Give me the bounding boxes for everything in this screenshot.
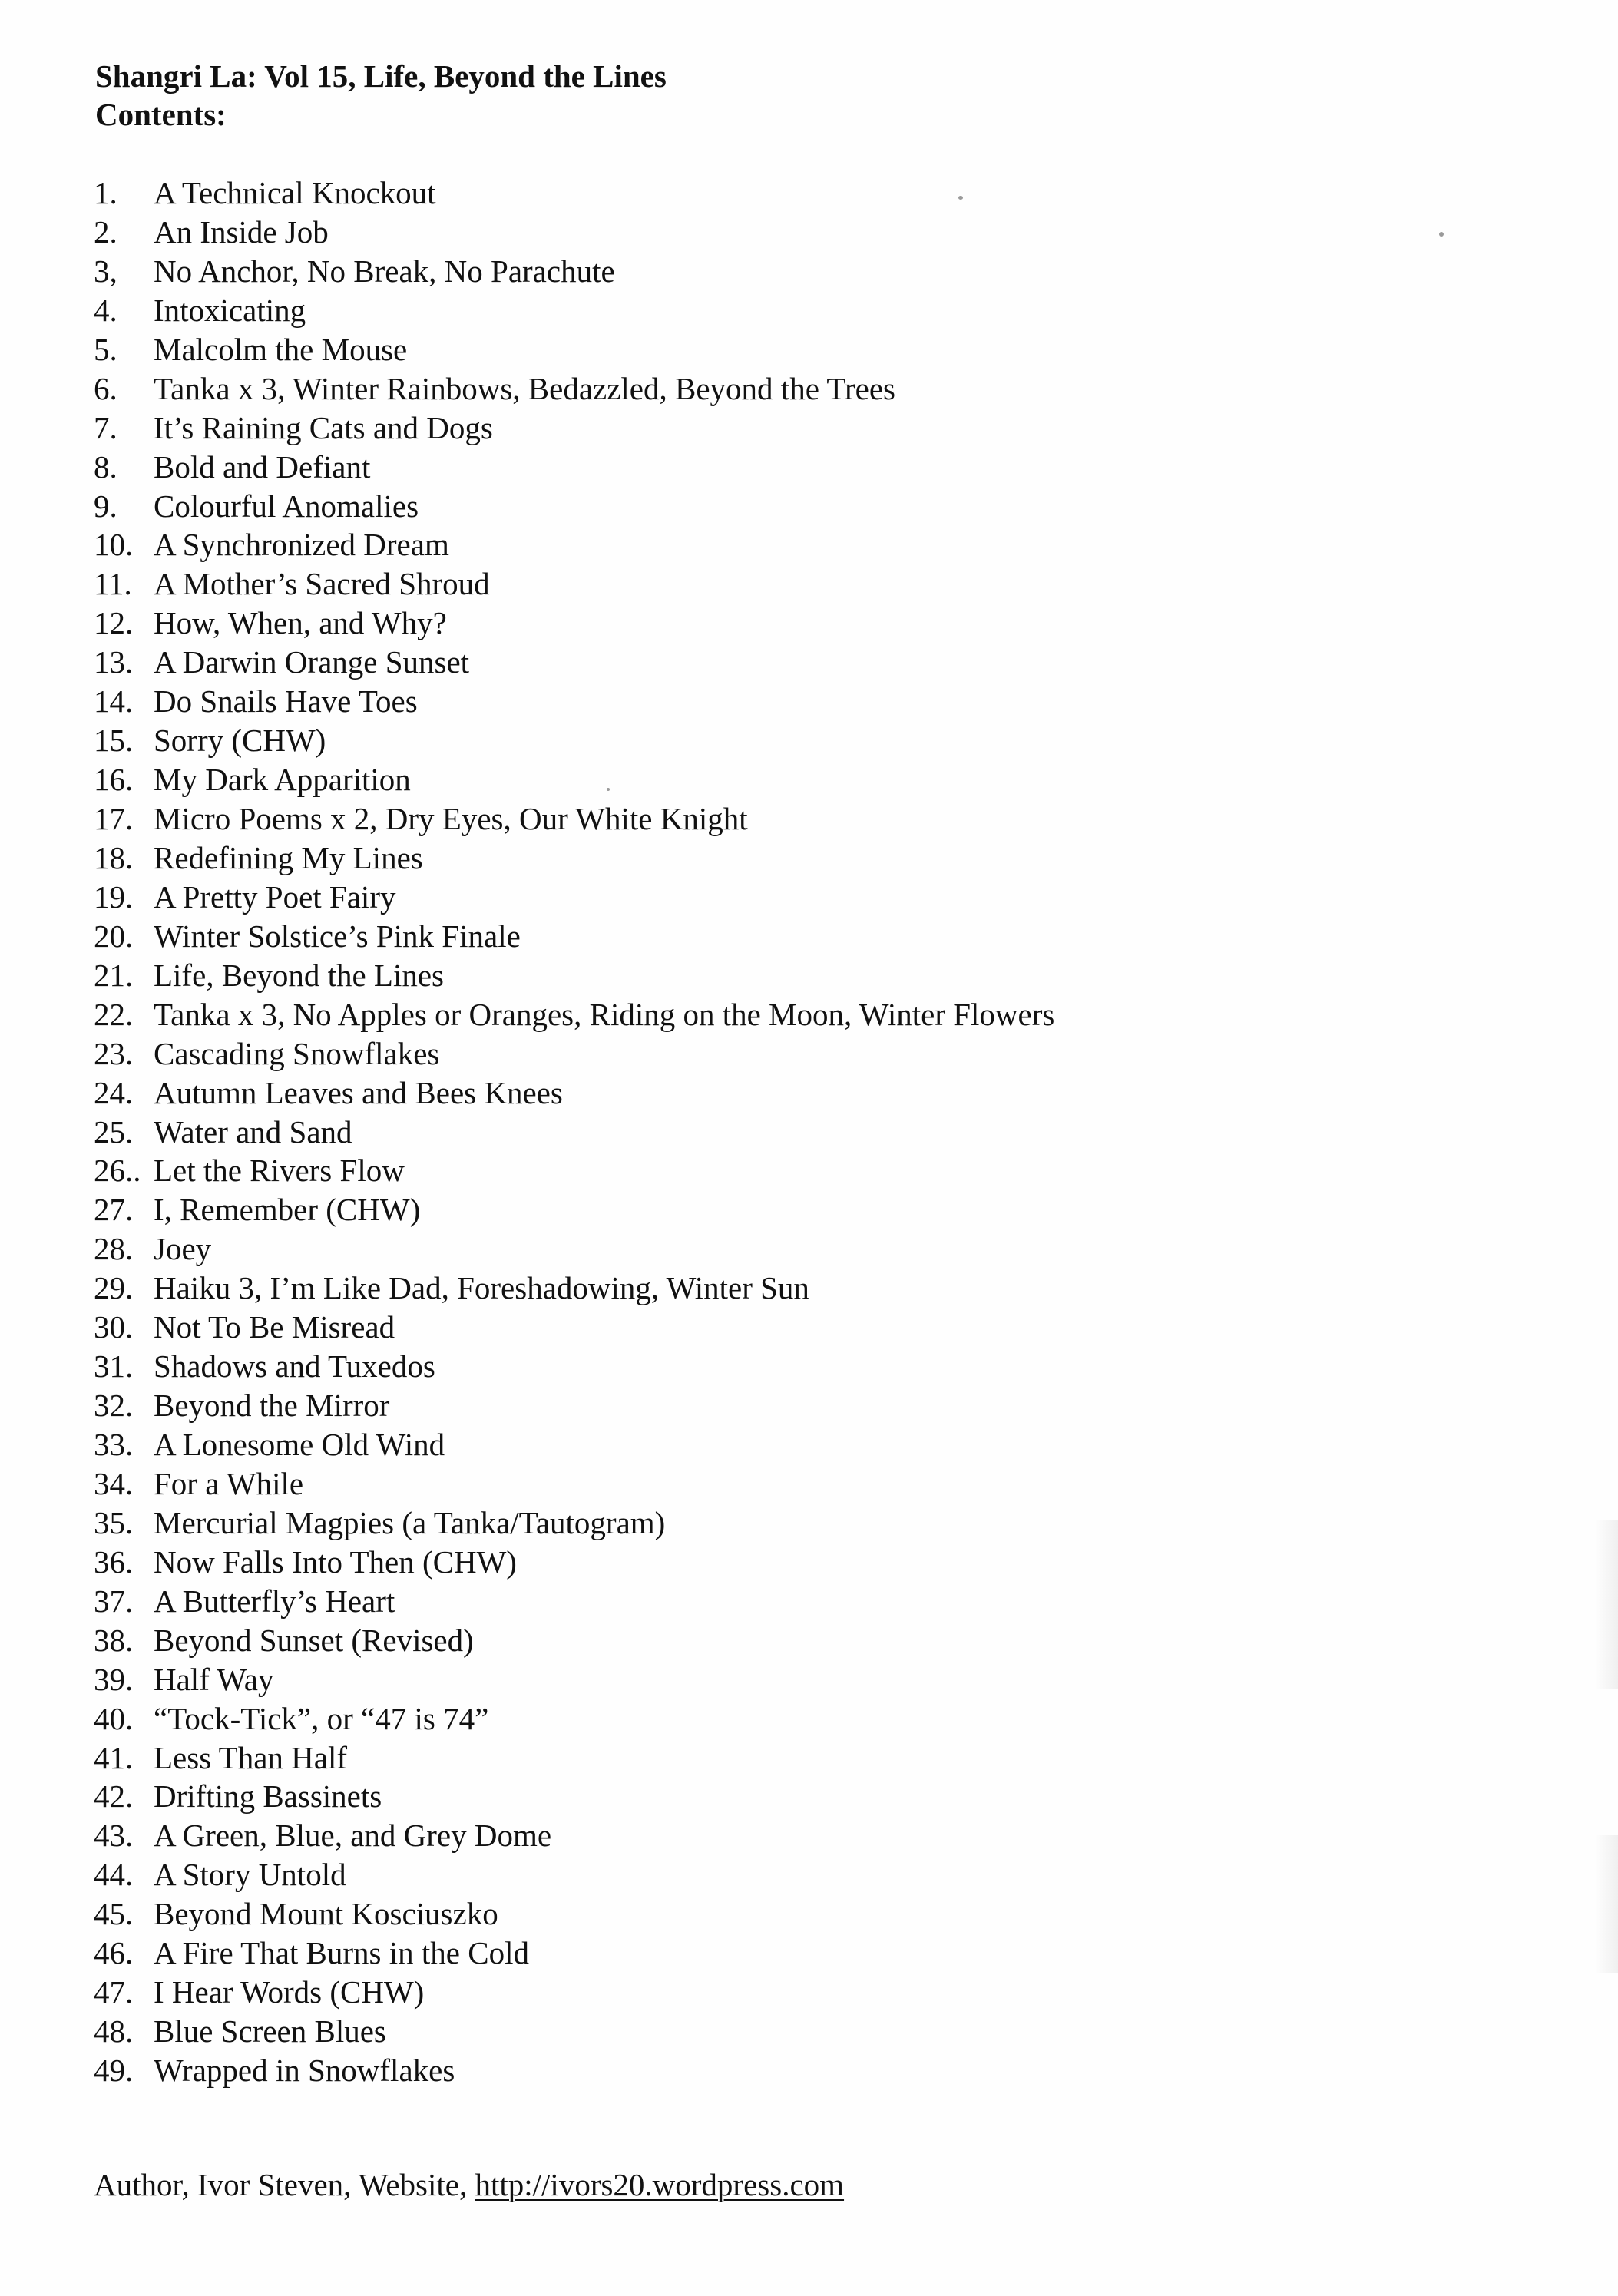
contents-item-title: An Inside Job <box>154 213 329 250</box>
contents-item <box>94 1386 1054 1425</box>
contents-item-title: Less Than Half <box>154 1739 348 1775</box>
contents-item-number: 30. <box>94 1309 134 1345</box>
contents-item <box>94 564 1054 604</box>
scan-speck <box>958 196 963 200</box>
contents-item-number: 24. <box>94 1074 134 1110</box>
contents-item-title: Autumn Leaves and Bees Knees <box>154 1074 563 1110</box>
contents-item-title: Cascading Snowflakes <box>154 1035 440 1071</box>
contents-item <box>94 1504 1054 1543</box>
contents-item <box>94 956 1054 995</box>
contents-item <box>94 1739 1054 1778</box>
contents-item <box>94 1347 1054 1386</box>
contents-item <box>94 174 1054 213</box>
contents-item-number: 13. <box>94 644 134 680</box>
contents-item-title: A Story Untold <box>154 1857 346 1893</box>
contents-item-number: 22. <box>94 996 134 1032</box>
contents-item <box>94 487 1054 526</box>
contents-item-title: Tanka x 3, No Apples or Oranges, Riding on the Moon, Winter Flowers <box>154 996 1055 1032</box>
contents-item-number: 29. <box>94 1270 134 1306</box>
contents-item-number: 34. <box>94 1465 134 1501</box>
contents-item-title: A Butterfly’s Heart <box>154 1583 395 1619</box>
contents-item-title: A Lonesome Old Wind <box>154 1427 445 1462</box>
contents-item-title: I, Remember (CHW) <box>154 1192 421 1228</box>
website-link[interactable]: http://ivors20.wordpress.com <box>475 2167 845 2202</box>
contents-item-number: 1. <box>94 175 117 210</box>
contents-item-title: Let the Rivers Flow <box>154 1153 405 1189</box>
contents-item-title: Tanka x 3, Winter Rainbows, Bedazzled, Beyond the Trees <box>154 370 896 406</box>
contents-item <box>94 1699 1054 1739</box>
contents-item-number: 47. <box>94 1974 134 2010</box>
contents-item-number: 26.. <box>94 1153 141 1189</box>
contents-item-number: 27. <box>94 1192 134 1228</box>
contents-item-number: 35. <box>94 1504 134 1540</box>
contents-item-title: Malcolm the Mouse <box>154 331 408 367</box>
contents-item-title: Mercurial Magpies (a Tanka/Tautogram) <box>154 1504 666 1540</box>
contents-heading: Contents: <box>95 97 227 132</box>
contents-item <box>94 799 1054 839</box>
contents-item-number: 41. <box>94 1739 134 1775</box>
contents-item-title: Drifting Bassinets <box>154 1778 382 1815</box>
contents-item-number: 17. <box>94 801 134 836</box>
contents-item-title: Beyond Mount Kosciuszko <box>154 1896 498 1932</box>
contents-item <box>94 878 1054 917</box>
contents-item-title: A Mother’s Sacred Shroud <box>154 566 490 602</box>
contents-item-number: 31. <box>94 1348 134 1385</box>
contents-item <box>94 369 1054 409</box>
contents-item-number: 19. <box>94 878 134 915</box>
contents-item <box>94 1425 1054 1464</box>
contents-item <box>94 1113 1054 1152</box>
contents-item-title: Micro Poems x 2, Dry Eyes, Our White Knight <box>154 801 748 836</box>
contents-item <box>94 760 1054 799</box>
contents-item-number: 42. <box>94 1778 134 1815</box>
contents-item-number: 3, <box>94 253 117 289</box>
contents-item <box>94 448 1054 487</box>
contents-item-number: 18. <box>94 839 134 875</box>
contents-item <box>94 1894 1054 1934</box>
contents-item-title: Joey <box>154 1231 212 1267</box>
contents-item <box>94 839 1054 878</box>
contents-item-number: 43. <box>94 1818 134 1854</box>
contents-item-title: Life, Beyond the Lines <box>154 957 445 993</box>
author-credit: Author, Ivor Steven, Website, <box>94 2167 475 2202</box>
contents-item-title: A Pretty Poet Fairy <box>154 878 396 915</box>
contents-item-title: Haiku 3, I’m Like Dad, Foreshadowing, Winter Sun <box>154 1270 809 1306</box>
contents-item-title: Sorry (CHW) <box>154 723 326 759</box>
contents-item-title: Do Snails Have Toes <box>154 683 418 720</box>
document-header <box>95 57 667 134</box>
contents-item <box>94 291 1054 330</box>
contents-item <box>94 682 1054 721</box>
contents-item-number: 37. <box>94 1583 134 1619</box>
contents-item-title: For a While <box>154 1465 304 1501</box>
contents-item-number: 2. <box>94 213 117 250</box>
contents-item <box>94 995 1054 1034</box>
contents-item-title: Intoxicating <box>154 292 306 328</box>
contents-item-number: 40. <box>94 1700 134 1736</box>
contents-item-number: 21. <box>94 957 134 993</box>
contents-item <box>94 1151 1054 1190</box>
contents-item <box>94 1308 1054 1347</box>
contents-item-title: Beyond the Mirror <box>154 1388 390 1424</box>
contents-item-number: 38. <box>94 1622 134 1658</box>
contents-item-number: 32. <box>94 1388 134 1424</box>
contents-item-title: A Fire That Burns in the Cold <box>154 1935 529 1971</box>
author-footer <box>94 2165 844 2204</box>
contents-item-title: Bold and Defiant <box>154 448 371 485</box>
contents-item-title: Shadows and Tuxedos <box>154 1348 435 1385</box>
contents-item-number: 5. <box>94 331 117 367</box>
contents-item <box>94 1934 1054 1973</box>
contents-item <box>94 2051 1054 2090</box>
contents-item <box>94 1660 1054 1699</box>
contents-item-title: “Tock-Tick”, or “47 is 74” <box>154 1700 489 1736</box>
contents-item-number: 6. <box>94 370 117 406</box>
contents-item <box>94 525 1054 564</box>
contents-item <box>94 1034 1054 1074</box>
contents-item-title: How, When, and Why? <box>154 605 447 641</box>
contents-item <box>94 917 1054 956</box>
contents-item-number: 28. <box>94 1231 134 1267</box>
contents-item-number: 10. <box>94 527 134 563</box>
contents-item <box>94 252 1054 291</box>
contents-item-number: 23. <box>94 1035 134 1071</box>
contents-item-title: I Hear Words (CHW) <box>154 1974 425 2010</box>
contents-item <box>94 330 1054 369</box>
contents-item <box>94 1229 1054 1269</box>
contents-item <box>94 1816 1054 1855</box>
contents-item-number: 49. <box>94 2053 134 2088</box>
document-title: Shangri La: Vol 15, Life, Beyond the Lines <box>95 58 667 94</box>
scan-speck <box>607 788 610 791</box>
contents-item <box>94 1074 1054 1113</box>
contents-item <box>94 1582 1054 1621</box>
contents-item-title: A Synchronized Dream <box>154 527 449 563</box>
contents-item-number: 8. <box>94 448 117 485</box>
contents-item-title: No Anchor, No Break, No Parachute <box>154 253 615 289</box>
contents-item <box>94 1190 1054 1229</box>
scan-edge-shadow <box>1595 1520 1618 1689</box>
contents-item-title: Winter Solstice’s Pink Finale <box>154 918 521 954</box>
contents-item <box>94 1464 1054 1504</box>
contents-item-title: A Darwin Orange Sunset <box>154 644 470 680</box>
contents-item <box>94 604 1054 643</box>
contents-item-title: Beyond Sunset (Revised) <box>154 1622 474 1658</box>
scan-speck <box>1439 232 1444 237</box>
contents-item-number: 20. <box>94 918 134 954</box>
contents-item <box>94 1855 1054 1894</box>
contents-item-title: Redefining My Lines <box>154 839 423 875</box>
contents-item-title: A Green, Blue, and Grey Dome <box>154 1818 552 1854</box>
contents-item <box>94 1973 1054 2012</box>
contents-item-number: 14. <box>94 683 134 720</box>
contents-item <box>94 643 1054 682</box>
contents-item-number: 46. <box>94 1935 134 1971</box>
contents-item-number: 44. <box>94 1857 134 1893</box>
contents-item-title: It’s Raining Cats and Dogs <box>154 409 493 445</box>
contents-item <box>94 2012 1054 2051</box>
contents-item <box>94 1269 1054 1308</box>
contents-item-title: Half Way <box>154 1661 274 1697</box>
contents-item-number: 11. <box>94 566 132 602</box>
contents-item-number: 25. <box>94 1113 134 1150</box>
contents-item <box>94 721 1054 760</box>
contents-item-number: 7. <box>94 409 117 445</box>
contents-list <box>94 174 1054 2090</box>
contents-item-number: 39. <box>94 1661 134 1697</box>
contents-item-title: A Technical Knockout <box>154 175 436 210</box>
contents-item-title: Colourful Anomalies <box>154 488 419 524</box>
scan-edge-shadow <box>1595 1835 1618 1973</box>
contents-item-number: 33. <box>94 1427 134 1462</box>
contents-item <box>94 1543 1054 1582</box>
contents-item-number: 9. <box>94 488 117 524</box>
contents-item <box>94 213 1054 252</box>
contents-item <box>94 1777 1054 1816</box>
contents-item-title: My Dark Apparition <box>154 762 411 798</box>
contents-item-number: 48. <box>94 2013 134 2050</box>
contents-item-number: 45. <box>94 1896 134 1932</box>
contents-item-title: Water and Sand <box>154 1113 352 1150</box>
contents-item-number: 12. <box>94 605 134 641</box>
contents-item-number: 16. <box>94 762 134 798</box>
contents-item-title: Now Falls Into Then (CHW) <box>154 1543 517 1580</box>
contents-item-title: Wrapped in Snowflakes <box>154 2053 455 2088</box>
contents-item <box>94 409 1054 448</box>
contents-item-title: Blue Screen Blues <box>154 2013 386 2050</box>
contents-item-number: 36. <box>94 1543 134 1580</box>
contents-item-title: Not To Be Misread <box>154 1309 395 1345</box>
contents-item <box>94 1621 1054 1660</box>
contents-item-number: 4. <box>94 292 117 328</box>
contents-item-number: 15. <box>94 723 134 759</box>
